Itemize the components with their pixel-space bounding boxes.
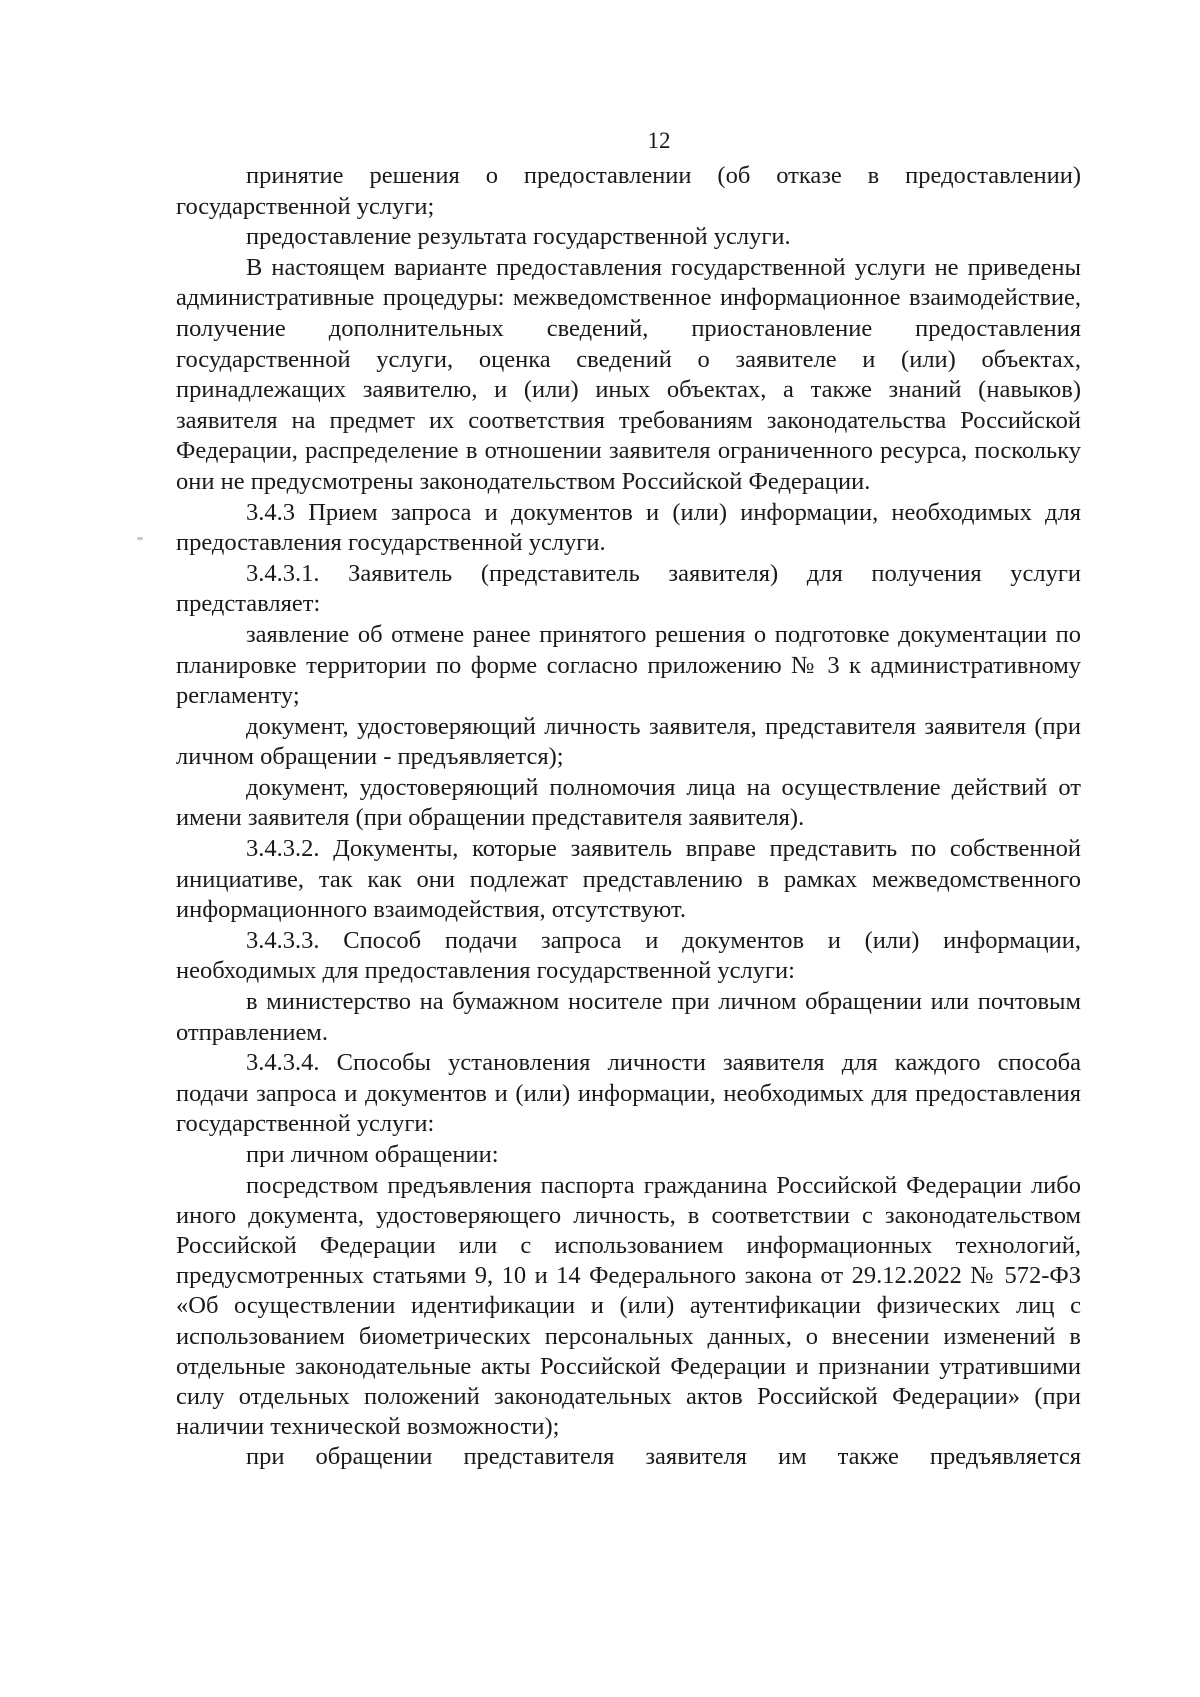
paragraph-section-3-4-3-3: 3.4.3.3. Способ подачи запроса и документов и (или) информации, необходимых для предоставления государственной услуги: — [176, 926, 1081, 985]
paragraph-personal-visit: при личном обращении: — [246, 1141, 499, 1168]
paragraph-section-3-4-3-4: 3.4.3.4. Способы установления личности заявителя для каждого способа подачи запроса и документов и (или) информации, необходимых для предоставления государственной услуги: — [176, 1049, 1081, 1138]
document-body — [176, 161, 1081, 1473]
paragraph-result: предоставление результата государственной услуги. — [246, 223, 791, 251]
page-number: 12 — [647, 128, 671, 153]
paragraph-passport-identification: посредством предъявления паспорта гражданина Российской Федерации либо иного документа, удостоверяющего личность, в соответствии с законодательством Российской Федерации или с использованием информационных технологий, предусмотренных статьями 9, 10 и 14 Федерального закона от 29.12.2022 № 572-ФЗ «Об осуществлении идентификации и (или) аутентификации физических лиц с использованием биометрических персональных данных, о внесении изменений в отдельные законодательные акты Российской Федерации и признании утратившими силу отдельных положений законодательных актов Российской Федерации» (при наличии технической возможности); — [176, 1171, 1081, 1441]
paragraph-authority-document: документ, удостоверяющий полномочия лица на осуществление действий от имени заявителя (при обращении представителя заявителя). — [176, 773, 1081, 832]
paragraph-representative: при обращении представителя заявителя им также предъявляется — [246, 1443, 1081, 1471]
paragraph-application: заявление об отмене ранее принятого решения о подготовке документации по планировке территории по форме согласно приложению № 3 к административному регламенту; — [176, 620, 1081, 710]
paragraph-section-3-4-3-2: 3.4.3.2. Документы, которые заявитель вправе представить по собственной инициативе, так как они подлежат представлению в рамках межведомственного информационного взаимодействия, отсутствуют. — [176, 835, 1081, 924]
paragraph-identity-document: документ, удостоверяющий личность заявителя, представителя заявителя (при личном обращении - предъявляется); — [176, 712, 1081, 771]
paragraph-section-3-4-3-1: 3.4.3.1. Заявитель (представитель заявителя) для получения услуги представляет: — [176, 559, 1081, 618]
paragraph-procedures-not-included: В настоящем варианте предоставления государственной услуги не приведены административные процедуры: межведомственное информационное взаимодействие, получение дополнительных сведений, приостановление предоставления государственной услуги, оценка сведений о заявителе и (или) объектах, принадлежащих заявителю, и (или) иных объектах, а также знаний (навыков) заявителя на предмет их соответствия требованиям законодательства Российской Федерации, распределение в отношении заявителя ограниченного ресурса, поскольку они не предусмотрены законодательством Российской Федерации. — [176, 253, 1081, 495]
paragraph-decision: принятие решения о предоставлении (об отказе в предоставлении) государственной услуги; — [176, 162, 1081, 220]
paragraph-section-3-4-3: 3.4.3 Прием запроса и документов и (или) информации, необходимых для предоставления государственной услуги. — [176, 498, 1081, 557]
paragraph-submission-method: в министерство на бумажном носителе при личном обращении или почтовым отправлением. — [176, 988, 1081, 1046]
scan-artifact — [137, 537, 143, 540]
